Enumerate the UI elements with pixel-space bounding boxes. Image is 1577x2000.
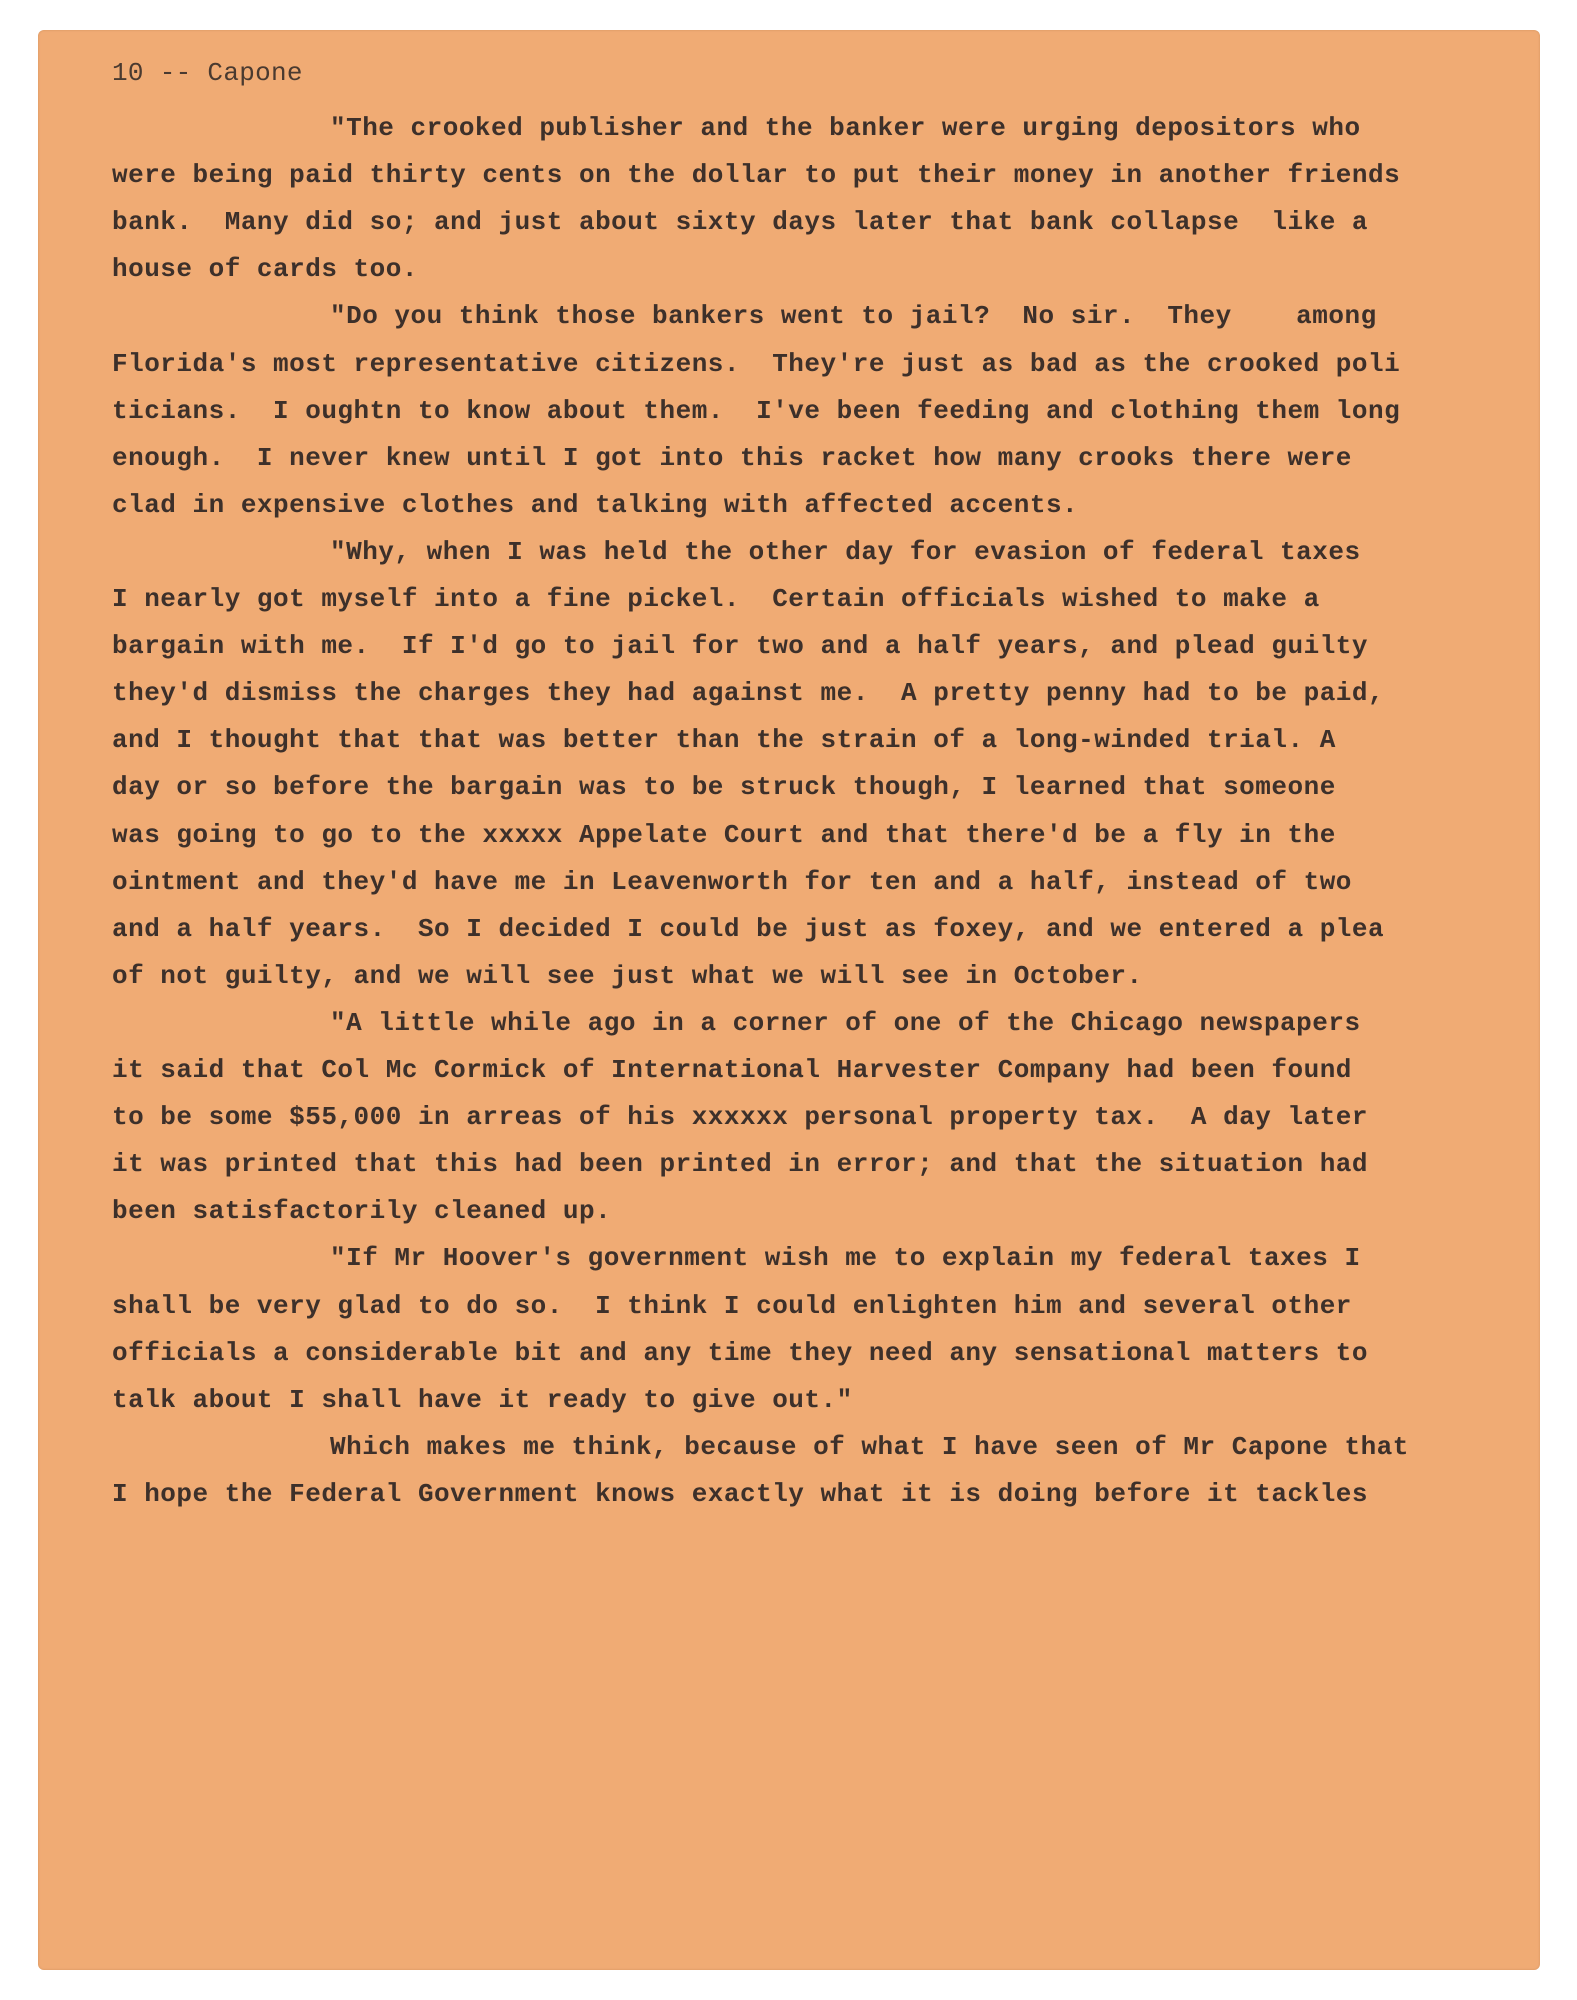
text-line: bank. Many did so; and just about sixty days later that bank collapse like a xyxy=(112,207,1368,238)
text-line: were being paid thirty cents on the dollar to put their money in another friends xyxy=(112,160,1401,191)
text-line: it said that Col Mc Cormick of International Harvester Company had been found xyxy=(112,1055,1352,1085)
page-header: 10 -- Capone xyxy=(112,58,303,88)
paragraph-first-line: "A little while ago in a corner of one of the Chicago newspapers xyxy=(330,1007,1361,1038)
paragraph-first-line: "The crooked publisher and the banker were urging depositors who xyxy=(330,113,1361,143)
text-line: I nearly got myself into a fine pickel. Certain officials wished to make a xyxy=(112,584,1320,614)
text-line: of not guilty, and we will see just what we will see in October. xyxy=(112,960,1143,991)
text-line: was going to go to the xxxxx Appelate Court and that there'd be a fly in the xyxy=(112,819,1336,850)
text-line: they'd dismiss the charges they had against me. A pretty penny had to be paid, xyxy=(112,678,1385,709)
text-line: I hope the Federal Government knows exactly what it is doing before it tackles xyxy=(112,1478,1368,1509)
text-line: house of cards too. xyxy=(112,254,418,285)
text-line: officials a considerable bit and any time they need any sensational matters to xyxy=(112,1337,1368,1368)
text-line: to be some $55,000 in arreas of his xxxxxx personal property tax. A day later xyxy=(112,1102,1368,1133)
text-line: and a half years. So I decided I could be just as foxey, and we entered a plea xyxy=(112,913,1385,944)
text-line: enough. I never knew until I got into this racket how many crooks there were xyxy=(112,442,1352,473)
text-line: and I thought that that was better than the strain of a long-winded trial. A xyxy=(112,725,1336,756)
paragraph-first-line: Which makes me think, because of what I have seen of Mr Capone that xyxy=(330,1431,1409,1462)
text-line: talk about I shall have it ready to give out." xyxy=(112,1384,853,1415)
text-line: Florida's most representative citizens. They're just as bad as the crooked poli xyxy=(112,348,1401,379)
text-line: day or so before the bargain was to be struck though, I learned that someone xyxy=(112,772,1336,803)
paragraph-first-line: "Do you think those bankers went to jail? No sir. They among xyxy=(330,301,1377,332)
text-line: bargain with me. If I'd go to jail for two and a half years, and plead guilty xyxy=(112,631,1368,662)
text-line: been satisfactorily cleaned up. xyxy=(112,1196,612,1227)
paragraph-first-line: "Why, when I was held the other day for evasion of federal taxes xyxy=(330,536,1361,567)
paragraph-first-line: "If Mr Hoover's government wish me to explain my federal taxes I xyxy=(330,1243,1361,1274)
text-line: shall be very glad to do so. I think I could enlighten him and several other xyxy=(112,1290,1352,1321)
text-line: ticians. I oughtn to know about them. I've been feeding and clothing them long xyxy=(112,395,1401,426)
text-line: clad in expensive clothes and talking with affected accents. xyxy=(112,489,1079,520)
text-line: ointment and they'd have me in Leavenworth for ten and a half, instead of two xyxy=(112,866,1352,897)
text-line: it was printed that this had been printed in error; and that the situation had xyxy=(112,1149,1368,1180)
